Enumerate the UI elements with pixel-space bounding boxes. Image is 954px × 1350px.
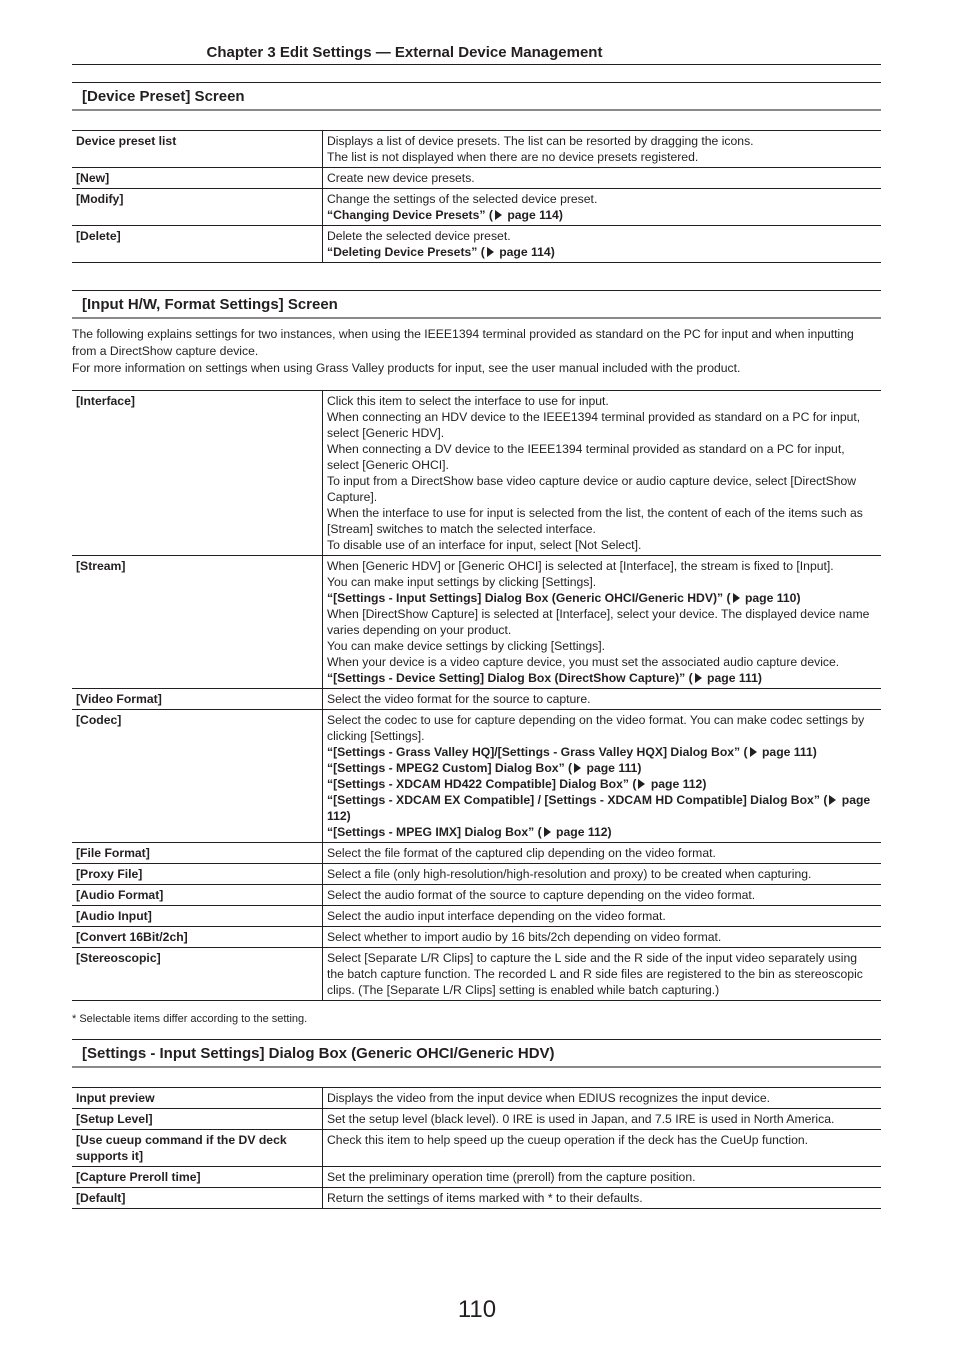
reference-page: page 114) bbox=[495, 245, 555, 259]
row-key: [Use cueup command if the DV deck supports it] bbox=[72, 1130, 323, 1167]
table-row bbox=[72, 927, 881, 948]
section-title: [Input H/W, Format Settings] Screen bbox=[72, 290, 881, 319]
table-row bbox=[72, 1109, 881, 1130]
cross-reference bbox=[327, 760, 877, 776]
row-key: [Audio Input] bbox=[72, 906, 323, 927]
description-line: Create new device presets. bbox=[327, 171, 475, 185]
reference-page: page 114) bbox=[503, 208, 563, 222]
description-line: Select [Separate L/R Clips] to capture the L side and the R side of the input video separately using the batch capture function. The recorded L and R side files are registered to the bin as stereoscopic clips. (The [Separate L/R Clips] setting is enabled while batch capturing.) bbox=[327, 951, 863, 997]
page-arrow-icon bbox=[495, 210, 502, 220]
row-description bbox=[323, 927, 882, 948]
description-line: To input from a DirectShow base video capture device or audio capture device, select [DirectShow Capture]. bbox=[327, 474, 857, 504]
description-line: Select the codec to use for capture depending on the video format. You can make codec settings by clicking [Settings]. bbox=[327, 713, 865, 743]
description-line: Change the settings of the selected device preset. bbox=[327, 192, 598, 206]
cross-reference bbox=[327, 590, 877, 606]
row-description bbox=[323, 189, 882, 226]
reference-title: “[Settings - MPEG2 Custom] Dialog Box” ( bbox=[327, 761, 573, 775]
input-settings-section bbox=[72, 1039, 881, 1209]
table-row bbox=[72, 906, 881, 927]
description-line: Displays a list of device presets. The list can be resorted by dragging the icons. bbox=[327, 134, 754, 148]
footnote: * Selectable items differ according to the setting. bbox=[72, 1013, 308, 1025]
cross-reference bbox=[327, 670, 877, 686]
section-title: [Settings - Input Settings] Dialog Box (Generic OHCI/Generic HDV) bbox=[72, 1039, 881, 1068]
row-description bbox=[323, 168, 882, 189]
row-key: [Delete] bbox=[72, 226, 323, 263]
row-description bbox=[323, 1188, 882, 1209]
row-key: [Setup Level] bbox=[72, 1109, 323, 1130]
page-arrow-icon bbox=[638, 779, 645, 789]
cross-reference bbox=[327, 776, 877, 792]
input-settings-table bbox=[72, 1087, 881, 1209]
row-description bbox=[323, 948, 882, 1001]
reference-title: “[Settings - MPEG IMX] Dialog Box” ( bbox=[327, 825, 542, 839]
row-description bbox=[323, 710, 882, 843]
row-description bbox=[323, 689, 882, 710]
row-description bbox=[323, 843, 882, 864]
description-line: Return the settings of items marked with * to their defaults. bbox=[327, 1191, 643, 1205]
row-description bbox=[323, 864, 882, 885]
row-description bbox=[323, 391, 882, 556]
chapter-rule bbox=[72, 64, 881, 65]
page-arrow-icon bbox=[574, 763, 581, 773]
table-row bbox=[72, 885, 881, 906]
table-row bbox=[72, 189, 881, 226]
cross-reference bbox=[327, 744, 877, 760]
row-key: [Stereoscopic] bbox=[72, 948, 323, 1001]
description-line: To disable use of an interface for input, select [Not Select]. bbox=[327, 538, 642, 552]
table-row bbox=[72, 131, 881, 168]
section-title: [Device Preset] Screen bbox=[72, 82, 881, 111]
chapter-header: Chapter 3 Edit Settings — External Device Management bbox=[206, 44, 603, 61]
description-line: When connecting a DV device to the IEEE1394 terminal provided as standard on a PC for input, select [Generic OHCI]. bbox=[327, 442, 845, 472]
description-line: When the interface to use for input is selected from the list, the content of each of the items such as [Stream] switches to match the selected interface. bbox=[327, 506, 863, 536]
row-key: [Interface] bbox=[72, 391, 323, 556]
reference-title: “[Settings - XDCAM EX Compatible] / [Settings - XDCAM HD Compatible] Dialog Box” ( bbox=[327, 793, 828, 807]
device-preset-section bbox=[72, 82, 881, 263]
row-key: [Default] bbox=[72, 1188, 323, 1209]
page-arrow-icon bbox=[733, 593, 740, 603]
row-key: [Modify] bbox=[72, 189, 323, 226]
input-hw-table bbox=[72, 390, 881, 1001]
page-number: 110 bbox=[457, 1296, 497, 1323]
cross-reference bbox=[327, 824, 877, 840]
description-line: You can make device settings by clicking [Settings]. bbox=[327, 639, 605, 653]
row-key: Device preset list bbox=[72, 131, 323, 168]
table-row bbox=[72, 1130, 881, 1167]
description-line: Check this item to help speed up the cueup operation if the deck has the CueUp function. bbox=[327, 1133, 809, 1147]
reference-title: “[Settings - Grass Valley HQ]/[Settings - Grass Valley HQX] Dialog Box” ( bbox=[327, 745, 748, 759]
reference-page: page 112) bbox=[327, 793, 871, 823]
description-line: Delete the selected device preset. bbox=[327, 229, 511, 243]
row-description bbox=[323, 1130, 882, 1167]
row-key: [New] bbox=[72, 168, 323, 189]
table-row bbox=[72, 1188, 881, 1209]
table-row bbox=[72, 168, 881, 189]
table-row bbox=[72, 710, 881, 843]
row-description bbox=[323, 226, 882, 263]
description-line: Displays the video from the input device when EDIUS recognizes the input device. bbox=[327, 1091, 771, 1105]
page-arrow-icon bbox=[829, 795, 836, 805]
description-line: You can make input settings by clicking [Settings]. bbox=[327, 575, 597, 589]
reference-page: page 110) bbox=[741, 591, 801, 605]
table-row bbox=[72, 1167, 881, 1188]
description-line: Select a file (only high-resolution/high-resolution and proxy) to be created when capturing. bbox=[327, 867, 812, 881]
row-key: [Capture Preroll time] bbox=[72, 1167, 323, 1188]
description-line: Select the audio input interface depending on the video format. bbox=[327, 909, 666, 923]
description-line: Set the setup level (black level). 0 IRE is used in Japan, and 7.5 IRE is used in North America. bbox=[327, 1112, 835, 1126]
reference-page: page 112) bbox=[647, 777, 707, 791]
description-line: Select the file format of the captured clip depending on the video format. bbox=[327, 846, 716, 860]
table-row bbox=[72, 864, 881, 885]
reference-title: “[Settings - Device Setting] Dialog Box (DirectShow Capture)” ( bbox=[327, 671, 693, 685]
row-key: [File Format] bbox=[72, 843, 323, 864]
intro-paragraph: For more information on settings when using Grass Valley products for input, see the user manual included with the product. bbox=[72, 361, 741, 375]
table-row bbox=[72, 948, 881, 1001]
reference-page: page 112) bbox=[552, 825, 612, 839]
table-row bbox=[72, 689, 881, 710]
page-arrow-icon bbox=[487, 247, 494, 257]
page-arrow-icon bbox=[695, 673, 702, 683]
page-arrow-icon bbox=[544, 827, 551, 837]
cross-reference bbox=[327, 792, 877, 824]
row-key: Input preview bbox=[72, 1088, 323, 1109]
row-description bbox=[323, 1088, 882, 1109]
description-line: Set the preliminary operation time (preroll) from the capture position. bbox=[327, 1170, 696, 1184]
description-line: When connecting an HDV device to the IEEE1394 terminal provided as standard on a PC for input, select [Generic HDV]. bbox=[327, 410, 861, 440]
page-arrow-icon bbox=[750, 747, 757, 757]
reference-page: page 111) bbox=[703, 671, 762, 685]
row-key: [Convert 16Bit/2ch] bbox=[72, 927, 323, 948]
description-line: Select whether to import audio by 16 bits/2ch depending on video format. bbox=[327, 930, 722, 944]
description-line: Select the audio format of the source to capture depending on the video format. bbox=[327, 888, 756, 902]
description-line: When [Generic HDV] or [Generic OHCI] is selected at [Interface], the stream is fixed to [Input]. bbox=[327, 559, 834, 573]
row-description bbox=[323, 556, 882, 689]
description-line: Click this item to select the interface to use for input. bbox=[327, 394, 609, 408]
device-preset-table bbox=[72, 130, 881, 263]
table-row bbox=[72, 556, 881, 689]
row-description bbox=[323, 906, 882, 927]
row-description bbox=[323, 131, 882, 168]
table-row bbox=[72, 1088, 881, 1109]
reference-page: page 111) bbox=[758, 745, 817, 759]
reference-title: “Changing Device Presets” ( bbox=[327, 208, 493, 222]
row-description bbox=[323, 1167, 882, 1188]
row-description bbox=[323, 885, 882, 906]
description-line: When your device is a video capture device, you must set the associated audio capture device. bbox=[327, 655, 840, 669]
reference-title: “[Settings - XDCAM HD422 Compatible] Dialog Box” ( bbox=[327, 777, 637, 791]
table-row bbox=[72, 843, 881, 864]
row-key: [Stream] bbox=[72, 556, 323, 689]
row-key: [Audio Format] bbox=[72, 885, 323, 906]
cross-reference bbox=[327, 207, 877, 223]
row-description bbox=[323, 1109, 882, 1130]
intro-text bbox=[72, 326, 881, 377]
reference-title: “Deleting Device Presets” ( bbox=[327, 245, 485, 259]
description-line: Select the video format for the source to capture. bbox=[327, 692, 591, 706]
reference-title: “[Settings - Input Settings] Dialog Box (Generic OHCI/Generic HDV)” ( bbox=[327, 591, 731, 605]
intro-paragraph: The following explains settings for two instances, when using the IEEE1394 terminal provided as standard on the PC for input and when inputting from a DirectShow capture device. bbox=[72, 327, 854, 358]
input-hw-section bbox=[72, 290, 881, 1025]
row-key: [Video Format] bbox=[72, 689, 323, 710]
row-key: [Proxy File] bbox=[72, 864, 323, 885]
row-key: [Codec] bbox=[72, 710, 323, 843]
cross-reference bbox=[327, 244, 877, 260]
reference-page: page 111) bbox=[583, 761, 642, 775]
table-row bbox=[72, 391, 881, 556]
table-row bbox=[72, 226, 881, 263]
description-line: When [DirectShow Capture] is selected at [Interface], select your device. The displayed device name varies depending on your product. bbox=[327, 607, 870, 637]
description-line: The list is not displayed when there are no device presets registered. bbox=[327, 150, 699, 164]
